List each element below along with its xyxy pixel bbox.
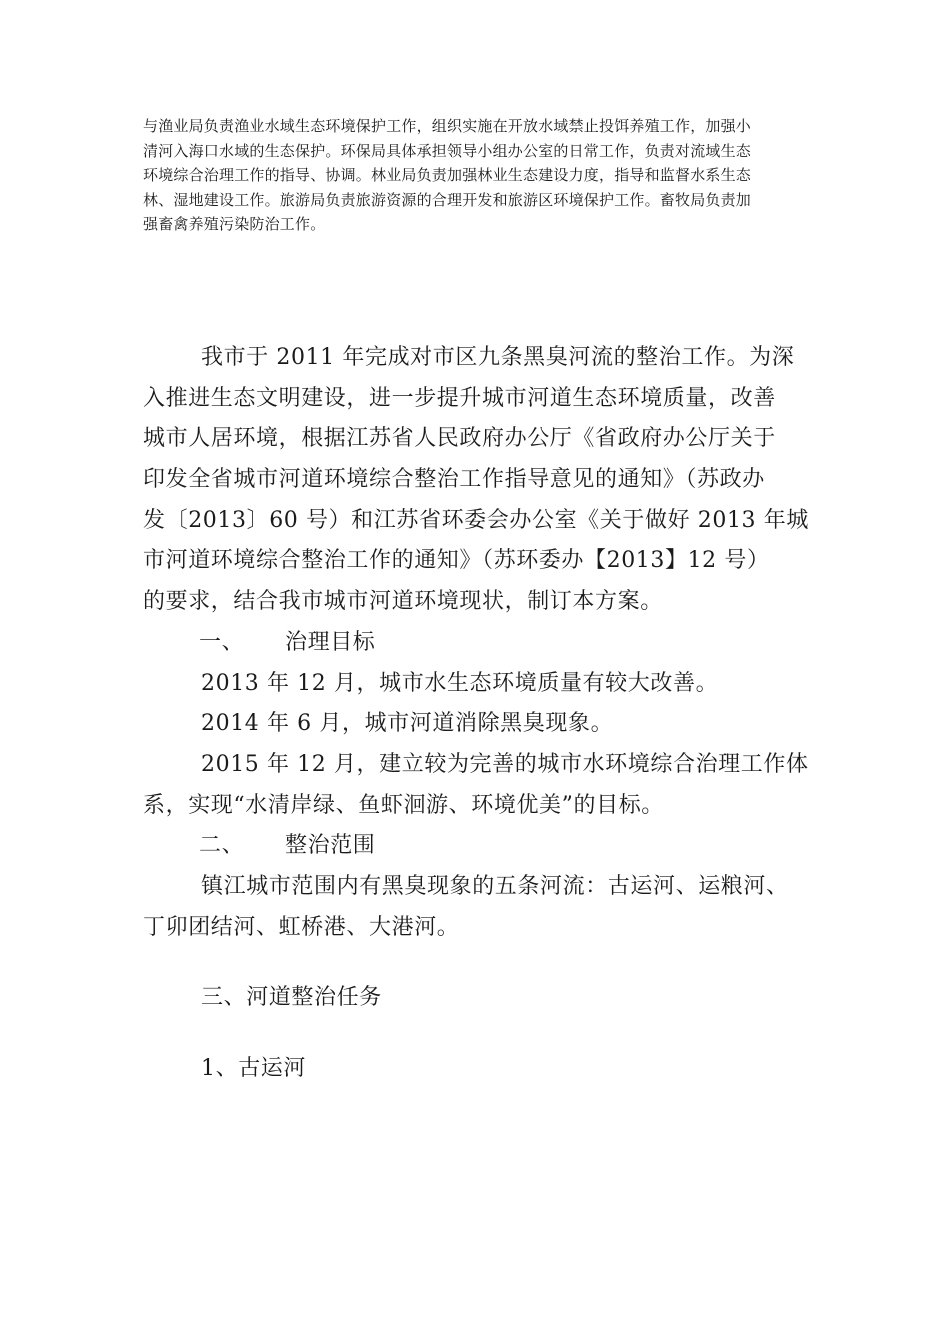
section1-title: 治理目标 [285,629,376,655]
intro-line: 发〔2013〕60 号）和江苏省环委会办公室《关于做好 2013 年城 [143,507,809,533]
top-paragraph [143,114,813,237]
top-paragraph-line: 强畜禽养殖污染防治工作。 [143,215,326,233]
intro-line: 城市人居环境，根据江苏省人民政府办公厅《省政府办公厅关于 [143,426,776,452]
section1-item3-line: 系，实现“水清岸绿、鱼虾洄游、环境优美”的目标。 [143,792,664,818]
section1-heading [143,623,813,664]
spacer [143,1019,813,1049]
intro-line: 入推进生态文明建设，进一步提升城市河道生态环境质量，改善 [143,385,776,411]
top-paragraph-line: 环境综合治理工作的指导、协调。林业局负责加强林业生态建设力度，指导和监督水系生态 [143,166,752,184]
section1-item: 2013 年 12 月，城市水生态环境质量有较大改善。 [201,670,719,696]
section1-item: 2014 年 6 月，城市河道消除黑臭现象。 [201,711,614,737]
section1-number: 一、 [199,629,245,655]
spacer [143,948,813,978]
intro-paragraph [143,338,813,623]
section2-heading [143,826,813,867]
main-body [143,338,813,1090]
intro-line: 市河道环境综合整治工作的通知》（苏环委办【2013】12 号） [143,548,770,574]
intro-line: 的要求，结合我市城市河道环境现状，制订本方案。 [143,589,663,615]
top-paragraph-line: 清河入海口水域的生态保护。环保局具体承担领导小组办公室的日常工作，负责对流域生态 [143,141,752,160]
intro-line: 我市于 2011 年完成对市区九条黑臭河流的整治工作。为深 [201,345,795,370]
section3-heading: 三、河道整治任务 [201,985,382,1011]
section2-number: 二、 [199,833,245,859]
intro-line: 印发全省城市河道环境综合整治工作指导意见的通知》（苏政办 [143,467,765,493]
top-paragraph-line: 林、湿地建设工作。旅游局负责旅游资源的合理开发和旅游区环境保护工作。畜牧局负责加 [143,190,752,209]
section2-line: 丁卯团结河、虹桥港、大港河。 [143,914,460,940]
section1-item3-line: 2015 年 12 月，建立较为完善的城市水环境综合治理工作体 [201,751,809,777]
section2-title: 整治范围 [285,833,376,859]
section2-line: 镇江城市范围内有黑臭现象的五条河流：古运河、运粮河、 [201,873,789,899]
top-paragraph-line: 与渔业局负责渔业水域生态环境保护工作，组织实施在开放水域禁止投饵养殖工作，加强小 [143,117,752,135]
subsection1-heading: 1、古运河 [201,1056,306,1081]
